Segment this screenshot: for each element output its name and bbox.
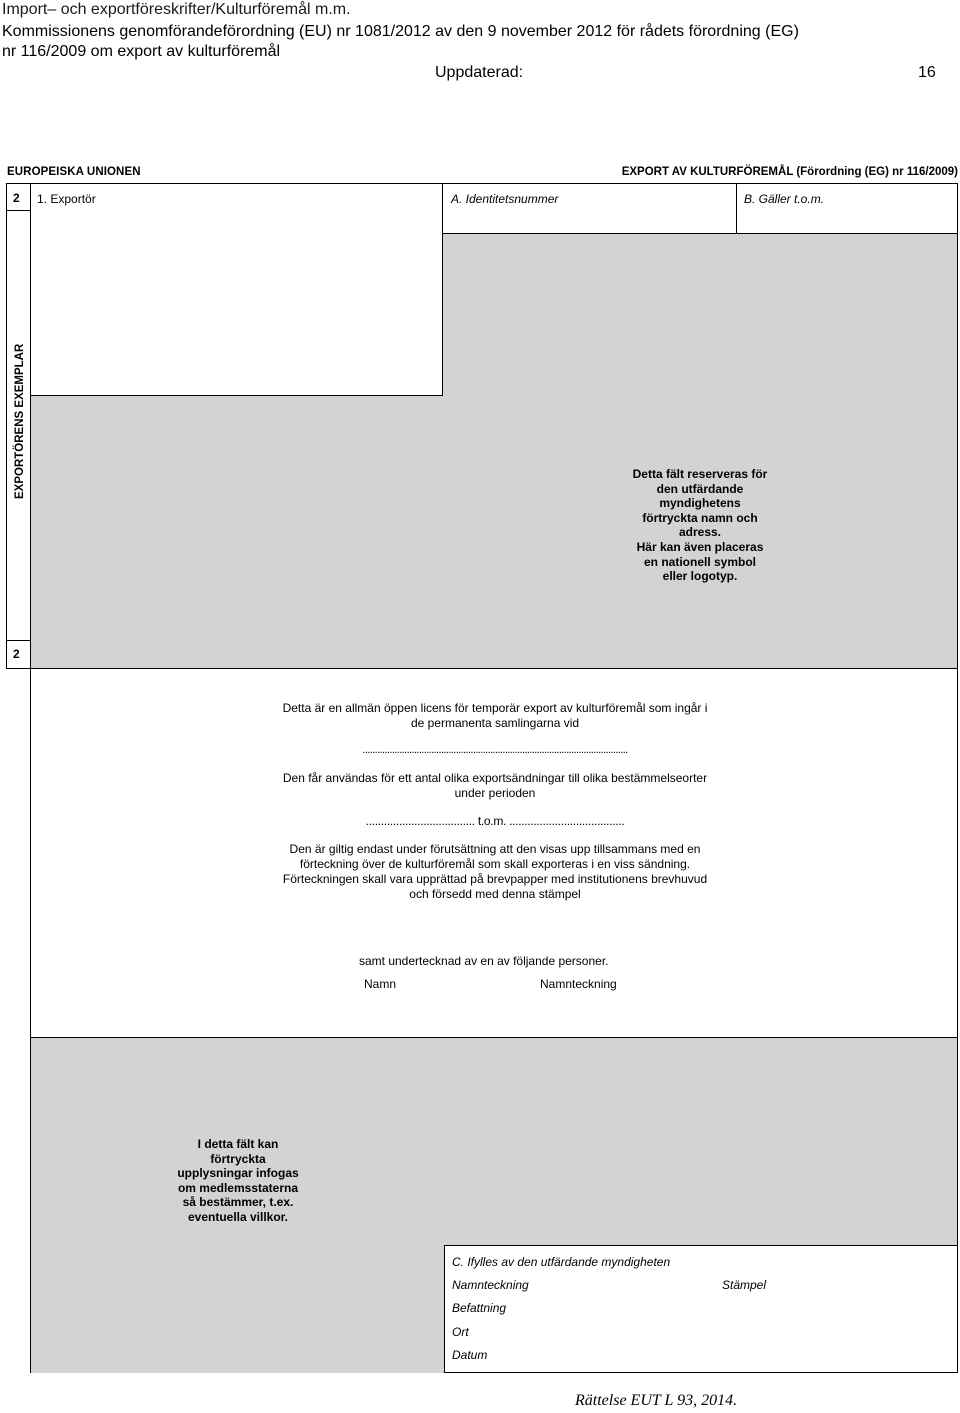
- section-c-title: C. Ifylles av den utfärdande myndigheten: [452, 1255, 671, 1269]
- frame-right: [957, 183, 958, 1373]
- licence-line: under perioden: [454, 786, 536, 800]
- header-line-3: nr 116/2009 om export av kulturföremål: [2, 43, 281, 60]
- member-state-line: så bestämmer, t.ex.: [182, 1195, 294, 1210]
- page-number: 16: [918, 64, 936, 81]
- institution-dots[interactable]: ............................................................................................................: [362, 744, 628, 756]
- exporter-field-bottom: [31, 395, 443, 396]
- licence-line: Den får användas för ett antal olika exportsändningar till olika bestämmelseorter: [282, 771, 708, 785]
- exporter-field[interactable]: [31, 184, 442, 395]
- licence-line: de permanenta samlingarna vid: [410, 716, 580, 730]
- reserved-line: en nationell symbol: [643, 554, 757, 569]
- section-c-place-label: Ort: [452, 1325, 469, 1339]
- header-line-2: Kommissionens genomförandeförordning (EU) nr 1081/2012 av den 9 november 2012 för rådets förordning (EG): [2, 23, 799, 40]
- section-c-date-label: Datum: [452, 1348, 488, 1362]
- footer-correction-note: Rättelse EUT L 93, 2014.: [575, 1392, 738, 1409]
- licence-paragraph-2: [230, 771, 760, 801]
- licence-line: Den är giltig endast under förutsättning att den visas upp tillsammans med en: [289, 842, 701, 856]
- frame-bottom: [444, 1372, 958, 1373]
- reserved-line: Här kan även placeras: [636, 539, 764, 554]
- licence-paragraph-3: [230, 842, 760, 902]
- licence-line: Detta är en allmän öppen licens för temporär export av kulturföremål som ingår i: [282, 701, 708, 715]
- reserved-line: Detta fält reserveras för: [632, 467, 768, 481]
- exporter-label: 1. Exportör: [37, 192, 96, 206]
- section-c-signature-label: Namnteckning: [452, 1278, 529, 1292]
- frame-left: [6, 183, 7, 668]
- reserved-line: förtryckta namn och: [642, 510, 758, 525]
- reserved-line: den utfärdande: [656, 481, 744, 496]
- member-state-line: förtryckta: [210, 1151, 266, 1166]
- copy-number-bottom: 2: [13, 647, 20, 661]
- section-c-top: [444, 1245, 958, 1246]
- licence-paragraph-1: [230, 701, 760, 731]
- bottom-copy-box-top: [6, 640, 30, 641]
- member-state-line: I detta fält kan: [197, 1137, 279, 1151]
- identity-number-label: A. Identitetsnummer: [451, 192, 559, 206]
- member-state-text: [158, 1137, 318, 1225]
- section-c-left: [444, 1245, 445, 1373]
- reserved-line: eller logotyp.: [662, 569, 738, 584]
- reserved-text: [610, 467, 790, 584]
- member-state-area-top: [30, 1037, 958, 1038]
- section-c-position-label: Befattning: [452, 1301, 507, 1315]
- updated-label: Uppdaterad:: [435, 64, 524, 81]
- ab-divider: [736, 183, 737, 233]
- licence-line: förteckning över de kulturföremål som skall exporteras i en viss sändning.: [299, 857, 691, 871]
- licence-line: Förteckningen skall vara upprättad på brevpapper med institutionens brevhuvud: [282, 872, 708, 886]
- licence-line: och försedd med denna stämpel: [409, 887, 581, 901]
- copy-number-top: 2: [13, 191, 20, 205]
- valid-until-label: B. Gäller t.o.m.: [744, 192, 825, 206]
- form-left-title: EUROPEISKA UNIONEN: [7, 166, 141, 178]
- form-right-title: EXPORT AV KULTURFÖREMÅL (Förordning (EG) nr 116/2009): [621, 166, 958, 178]
- header-line-1: Import– och exportföreskrifter/Kulturföremål m.m.: [2, 1, 351, 18]
- period-field[interactable]: .................................... t.o.m. ......................................: [365, 814, 625, 828]
- vertical-copy-label: EXPORTÖRENS EXEMPLAR: [14, 343, 26, 499]
- reserved-line: myndighetens: [659, 496, 741, 511]
- signature-column-label: Namnteckning: [540, 977, 617, 991]
- name-column-label: Namn: [364, 977, 397, 991]
- member-state-line: om medlemsstaterna: [177, 1180, 299, 1195]
- ab-box-bottom: [442, 233, 958, 234]
- reserved-bottom: [30, 668, 958, 669]
- signed-by-text: samt undertecknad av en av följande personer.: [359, 954, 609, 968]
- bottom-copy-box-bottom: [6, 668, 30, 669]
- reserved-line: adress.: [678, 525, 722, 540]
- section-c-stamp-label: Stämpel: [722, 1278, 767, 1292]
- member-state-line: upplysningar infogas: [177, 1166, 299, 1181]
- member-state-line: eventuella villkor.: [187, 1209, 289, 1224]
- copy-number-underline: [6, 210, 30, 211]
